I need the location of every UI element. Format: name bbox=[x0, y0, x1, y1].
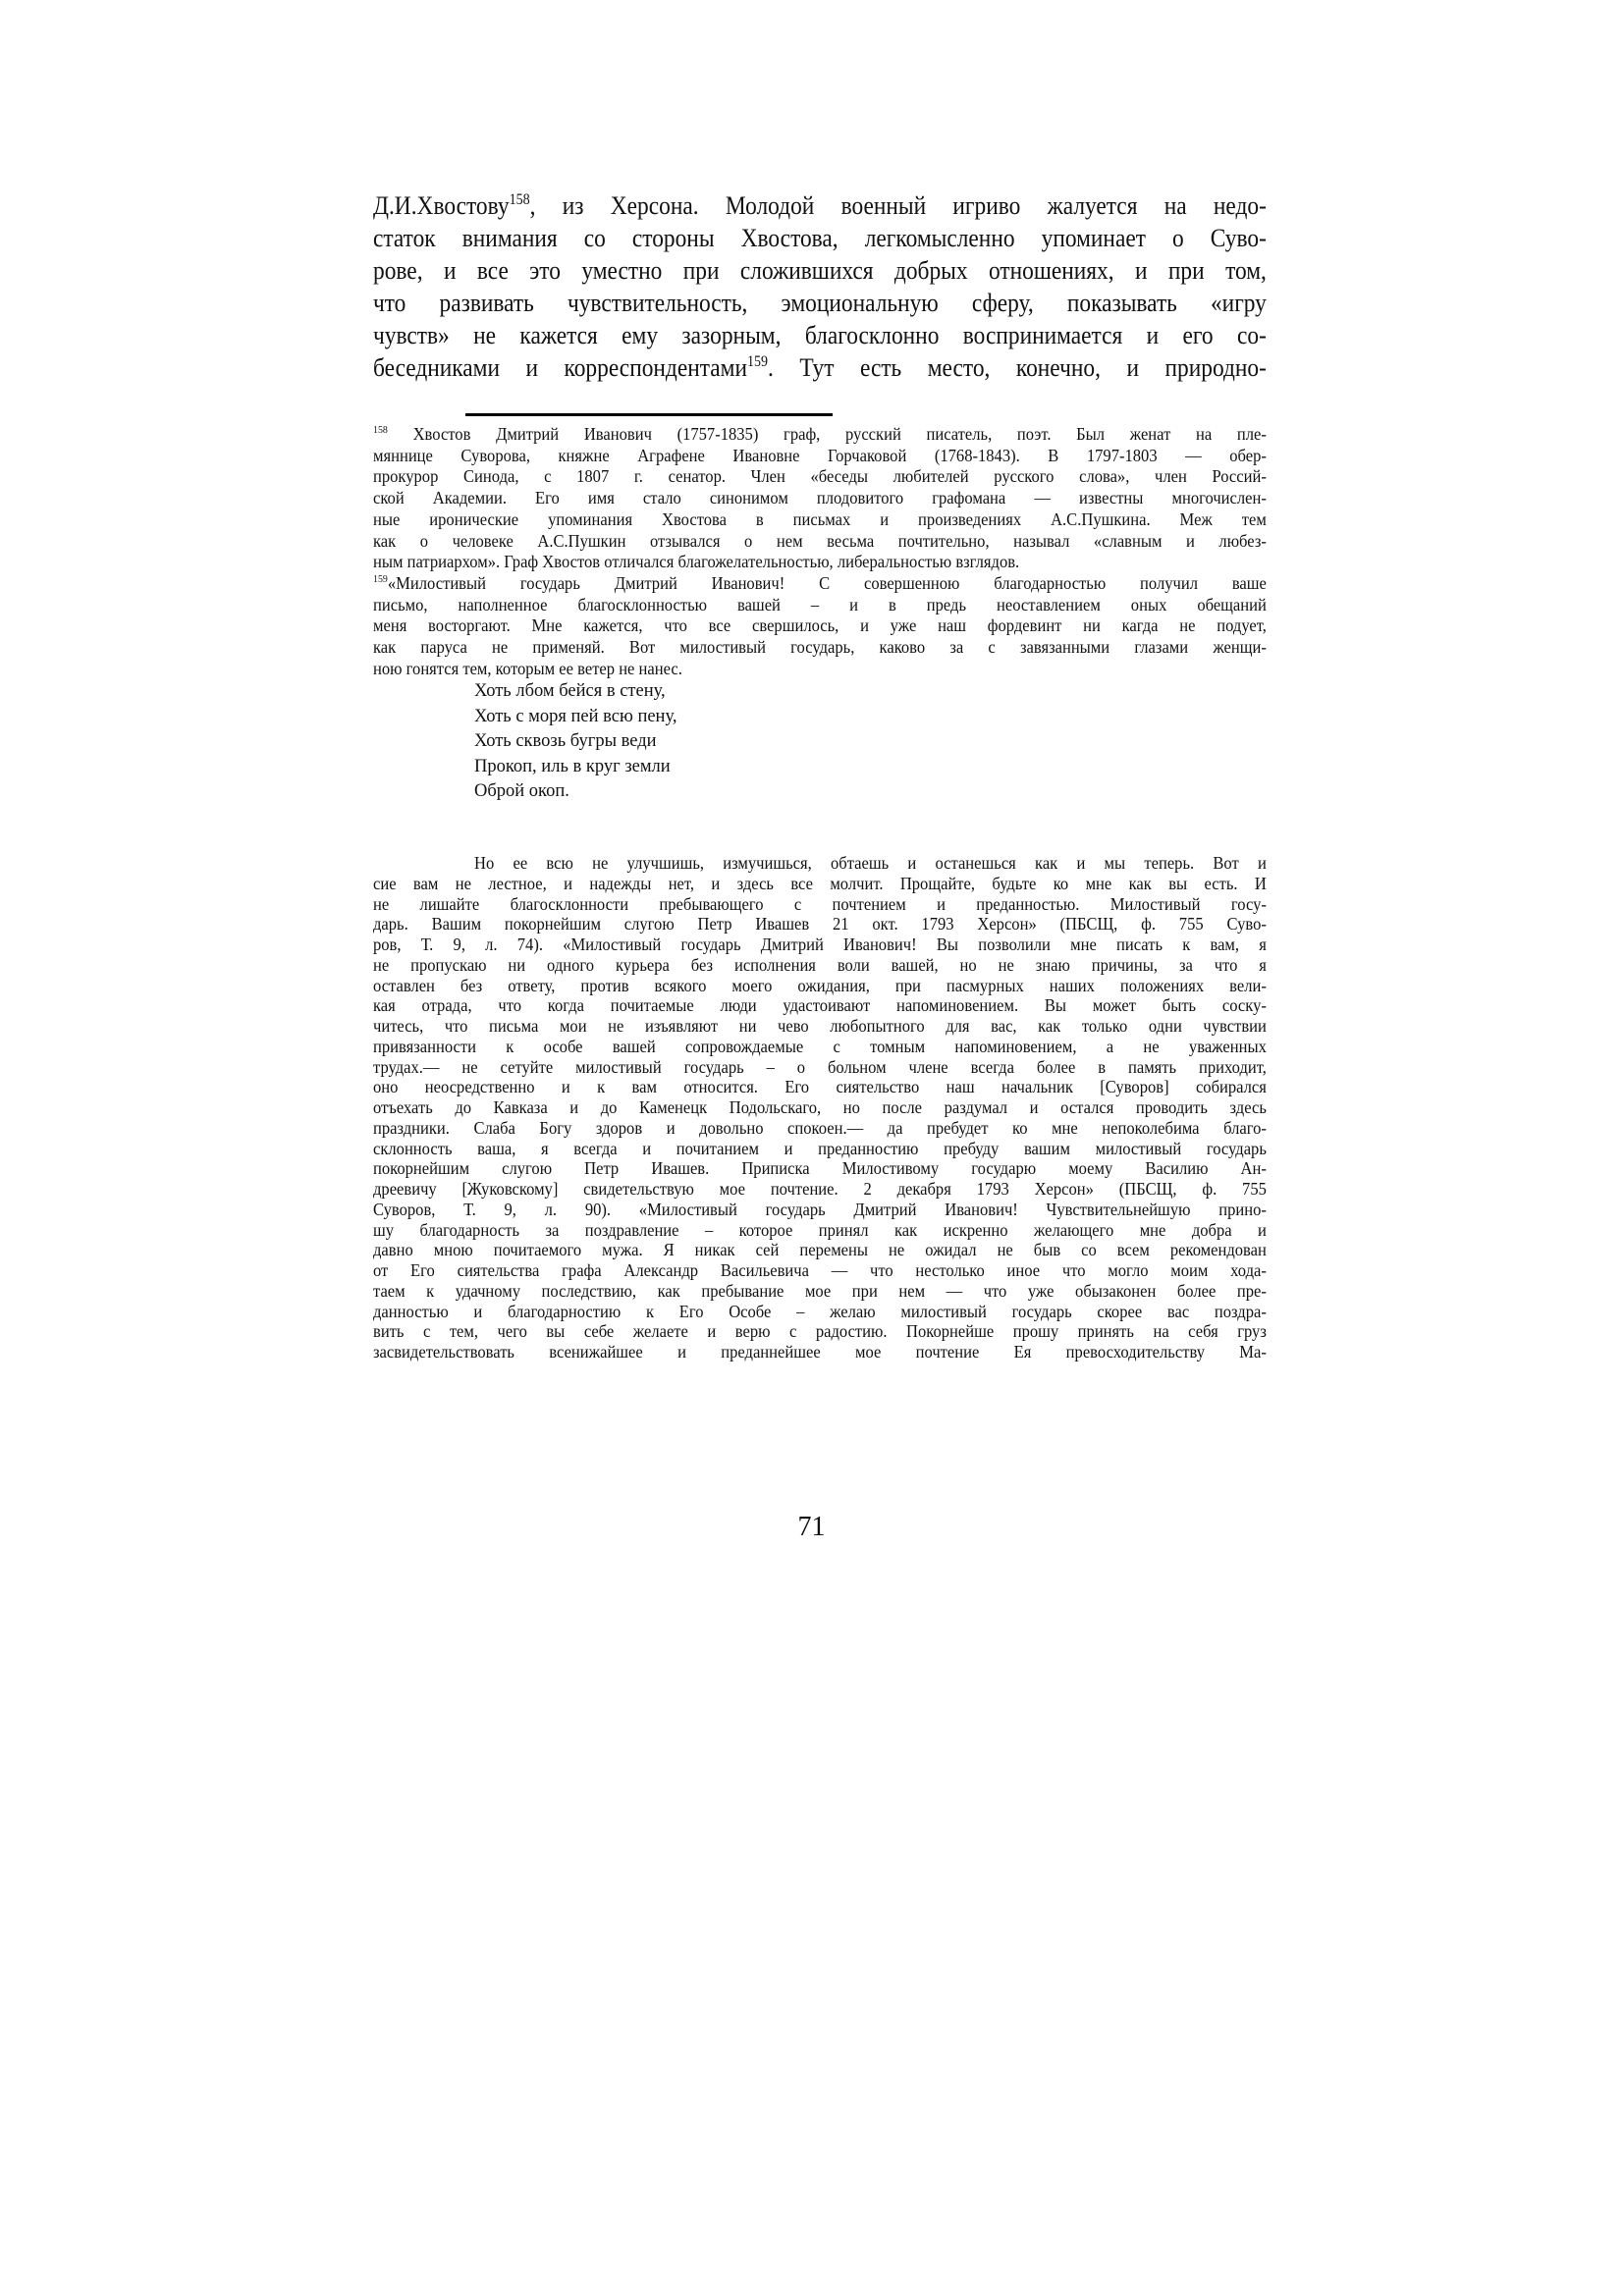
main-text-line bbox=[373, 189, 1267, 222]
footnote-line: как паруса не применяй. Вот милостивый государь, каково за с завязанными глазами женщи- bbox=[373, 637, 1267, 657]
footnote-line: покорнейшим слугою Петр Ивашев. Приписка Милостивому государю моему Василию Ан- bbox=[373, 1158, 1267, 1179]
footnote-line: данностью и благодарностию к Его Особе – желаю милостивый государь скорее вас поздра- bbox=[373, 1301, 1267, 1321]
footnote-line: привязанности к особе вашей сопровождаемые с томным напоминовением, а не уваженных bbox=[373, 1036, 1267, 1056]
footnote-line: ною гонятся тем, которым ее ветер не нанес. bbox=[373, 658, 682, 678]
footnote-line: ров, Т. 9, л. 74). «Милостивый государь Дмитрий Иванович! Вы позволили мне писать к вам, я bbox=[373, 934, 1267, 954]
footnote-text: «Милостивый государь Дмитрий Иванович! С совершенною благодарностью получил ваше bbox=[387, 572, 1267, 593]
footnote-separator bbox=[465, 413, 833, 416]
footnote-line: давно мною почитаемого мужа. Я никак сей перемены не ожидал не быв со всем рекомендован bbox=[373, 1240, 1267, 1260]
footnote-line: не лишайте благосклонности пребывающего с почтением и преданностью. Милостивый госу- bbox=[373, 893, 1267, 914]
poem-line: Оброй окоп. bbox=[474, 781, 569, 801]
footnote-line bbox=[373, 424, 1267, 446]
main-text-line: статок внимания со стороны Хвостова, легкомысленно упоминает о Суво- bbox=[373, 224, 1267, 252]
footnote-text: Хвостов Дмитрий Иванович (1757-1835) граф, русский писатель, поэт. Был женат на пле- bbox=[387, 424, 1267, 444]
footnote-line: оно неосредственно и к вам относится. Его сиятельство наш начальник [Суворов] собирался bbox=[373, 1077, 1267, 1097]
footnote-line: от Его сиятельства графа Александр Васильевича — что нестолько иное что могло моим хода- bbox=[373, 1260, 1267, 1280]
footnote-line: читесь, что письма мои не изъявляют ни чево любопытного для вас, как только одни чувствии bbox=[373, 1016, 1267, 1036]
footnote-line: праздники. Слаба Богу здоров и довольно спокоен.— да пребудет ко мне непоколебима благо- bbox=[373, 1117, 1267, 1138]
footnote-line: прокурор Синода, с 1807 г. сенатор. Член «беседы любителей русского слова», член Россий- bbox=[373, 466, 1267, 487]
main-text-fragment: беседниками и корреспондентами bbox=[373, 353, 747, 382]
footnote-line: не пропускаю ни одного курьера без исполнения воли вашей, но не знаю причины, за что я bbox=[373, 954, 1267, 975]
main-text-fragment: , из Херсона. Молодой военный игриво жалуется на недо- bbox=[529, 191, 1267, 220]
footnote-line: мяннице Суворова, княжне Аграфене Ивановне Горчаковой (1768-1843). В 1797-1803 — обер- bbox=[373, 445, 1267, 465]
footnote-line: склонность ваша, я всегда и почитанием и преданностию пребуду вашим милостивый государь bbox=[373, 1138, 1267, 1158]
main-text-line: рове, и все это уместно при сложившихся добрых отношениях, и при том, bbox=[373, 256, 1267, 285]
main-text-line: чувств» не кажется ему зазорным, благосклонно воспринимается и его со- bbox=[373, 321, 1267, 349]
footnote-line: шу благодарность за поздравление – которое принял как искренно желающего мне добра и bbox=[373, 1219, 1267, 1240]
footnote-line: как о человеке А.С.Пушкин отзывался о нем весьма почтительно, называл «славным и любез- bbox=[373, 530, 1267, 551]
footnote-number: 158 bbox=[373, 423, 388, 436]
footnote-ref-158[interactable]: 158 bbox=[509, 190, 530, 208]
footnote-line: дарь. Вашим покорнейшим слугою Петр Ивашев 21 окт. 1793 Херсон» (ПБСЩ, ф. 755 Суво- bbox=[373, 914, 1267, 934]
footnote-line: отъехать до Кавказа и до Каменецк Подольскаго, но после раздумал и остался проводить здесь bbox=[373, 1097, 1267, 1117]
main-text-fragment: Д.И.Хвостову bbox=[373, 191, 510, 220]
footnote-ref-159[interactable]: 159 bbox=[746, 352, 769, 370]
footnote-line: трудах.— не сетуйте милостивый государь – о больном члене всегда более в память приходит, bbox=[373, 1056, 1267, 1077]
footnote-number: 159 bbox=[373, 572, 388, 585]
footnote-line: кая отрада, что когда почитаемые люди удастоивают напоминовением. Вы может быть соску- bbox=[373, 995, 1267, 1016]
main-text-line: что развивать чувствительность, эмоциональную сферу, показывать «игру bbox=[373, 289, 1267, 317]
footnote-line: ской Академии. Его имя стало синонимом плодовитого графомана — известны многочислен- bbox=[373, 488, 1267, 508]
poem-line: Хоть сквозь бугры веди bbox=[474, 731, 657, 751]
footnote-line: Суворов, Т. 9, л. 90). «Милостивый государь Дмитрий Иванович! Чувствительнейшую прино- bbox=[373, 1199, 1267, 1219]
footnote-line: засвидетельствовать всенижайшее и преданнейшее мое почтение Ея превосходительству Ма- bbox=[373, 1342, 1267, 1362]
poem-line: Хоть с моря пей всю пену, bbox=[474, 706, 677, 726]
footnote-line: таем к удачному последствию, как пребывание мое при нем — что уже обызаконен более пре- bbox=[373, 1280, 1267, 1301]
page-number: 71 bbox=[797, 1512, 826, 1542]
main-text-fragment: . Тут есть место, конечно, и природно- bbox=[768, 353, 1267, 382]
footnote-line: письмо, наполненное благосклонностью вашей – и в предь неоставлением оных обещаний bbox=[373, 594, 1267, 614]
poem-line: Прокоп, иль в круг земли bbox=[474, 756, 671, 776]
footnote-line: ные иронические упоминания Хвостова в письмах и произведениях А.С.Пушкина. Меж тем bbox=[373, 508, 1267, 529]
footnote-line: сие вам не лестное, и надежды нет, и здесь все молчит. Прощайте, будьте ко мне как вы есть. И bbox=[373, 873, 1267, 893]
footnote-line: дреевичу [Жуковскому] свидетельствую мое почтение. 2 декабря 1793 Херсон» (ПБСЩ, ф. 755 bbox=[373, 1179, 1267, 1199]
footnote-line: ным патриархом». Граф Хвостов отличался благожелательностью, либеральностью взглядов. bbox=[373, 552, 1020, 572]
footnote-line: Но ее всю не улучшишь, измучишься, обтаешь и останешься как и мы теперь. Вот и bbox=[474, 853, 1267, 873]
poem-line: Хоть лбом бейся в стену, bbox=[474, 681, 666, 701]
footnote-line bbox=[373, 573, 1267, 595]
main-text-line bbox=[373, 351, 1267, 384]
footnote-line: оставлен без ответу, против всякого моего ожидания, при пасмурных наших положениях вели- bbox=[373, 975, 1267, 995]
footnote-line: вить с тем, чего вы себе желаете и верю с радостию. Покорнейше прошу принять на себя груз bbox=[373, 1321, 1267, 1342]
footnote-line: меня восторгают. Мне кажется, что все свершилось, и уже наш фордевинт ни кагда не подует, bbox=[373, 615, 1267, 636]
